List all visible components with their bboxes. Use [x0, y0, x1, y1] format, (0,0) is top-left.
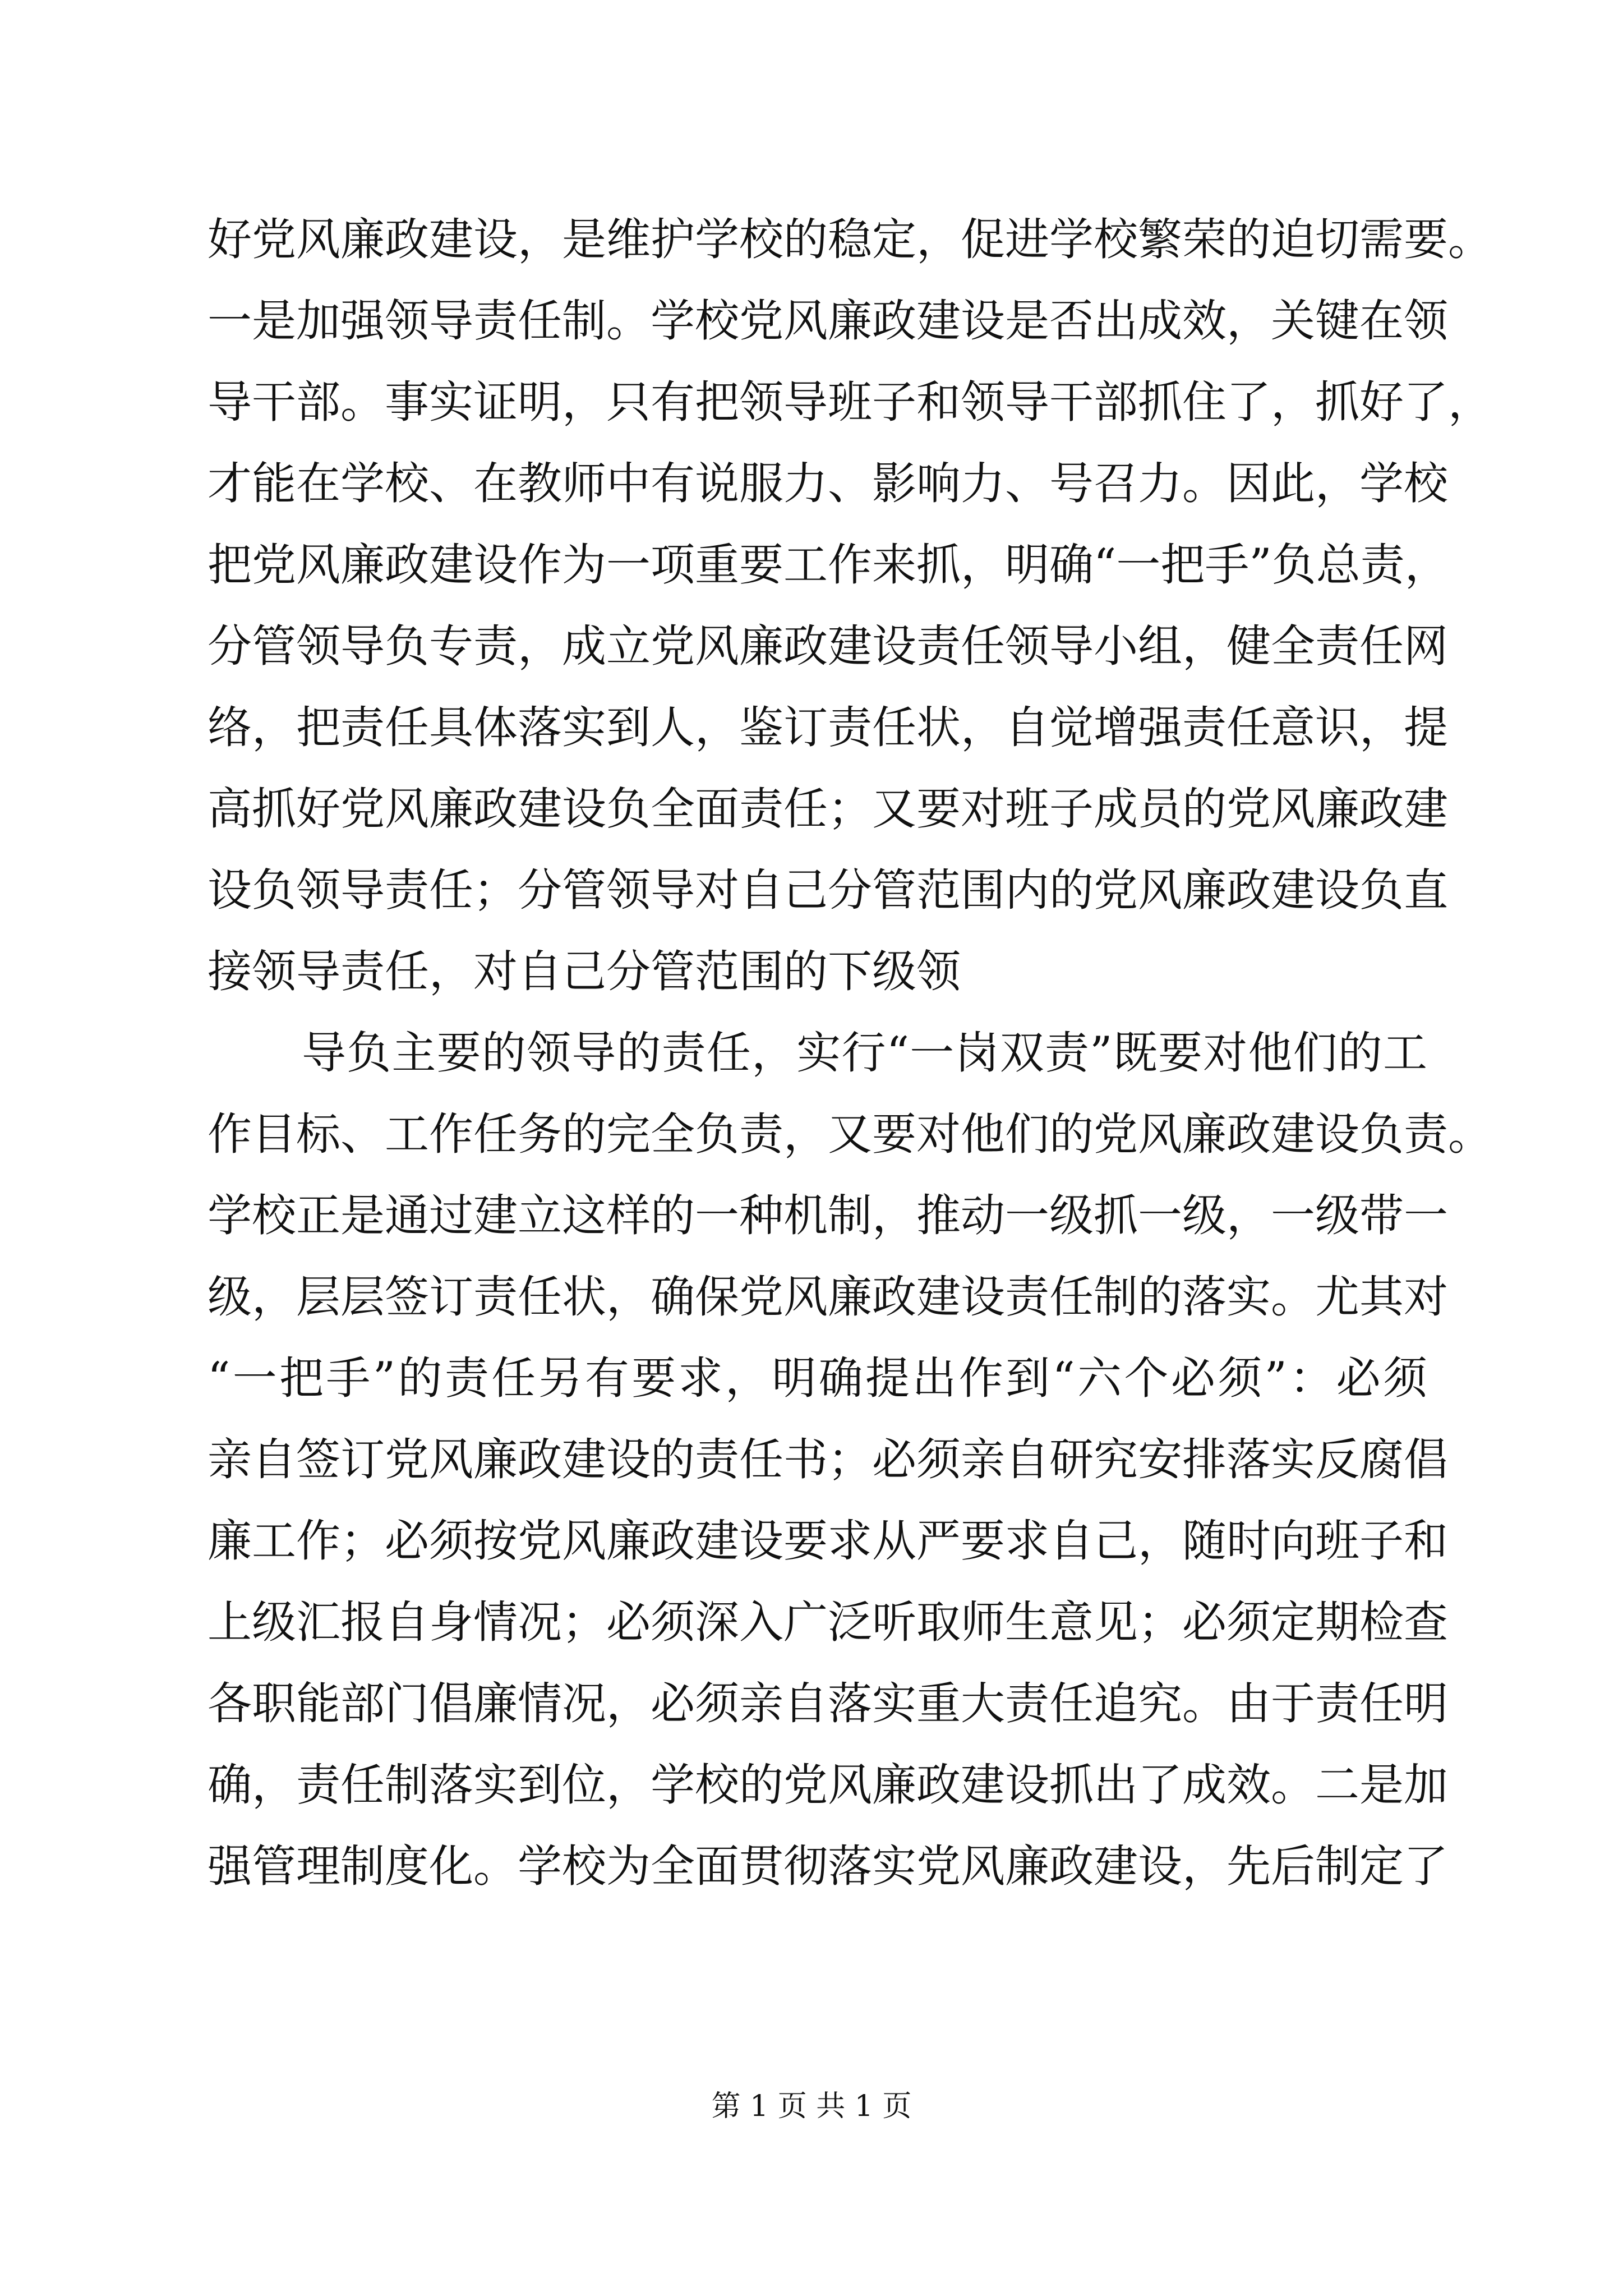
text-line: 好党风廉政建设，是维护学校的稳定，促进学校繁荣的迫切需要。 [208, 214, 1492, 265]
text-line: 学校正是通过建立这样的一种机制，推动一级抓一级，一级带一 [208, 1190, 1448, 1241]
paragraph [208, 1013, 1492, 1907]
text-line: 设负领导责任；分管领导对自己分管范围内的党风廉政建设负直 [208, 864, 1448, 916]
text-line: 接领导责任，对自己分管范围的下级领 [208, 946, 961, 997]
paragraph [208, 199, 1492, 1013]
text-line: 亲自签订党风廉政建设的责任书；必须亲自研究安排落实反腐倡 [208, 1434, 1448, 1485]
text-line: 作目标、工作任务的完全负责，又要对他们的党风廉政建设负责。 [208, 1108, 1492, 1160]
text-line: 分管领导负专责，成立党风廉政建设责任领导小组，健全责任网 [208, 620, 1448, 672]
document-body [208, 199, 1492, 1907]
text-line: 廉工作；必须按党风廉政建设要求从严要求自己，随时向班子和 [208, 1515, 1448, 1567]
text-line: 确，责任制落实到位，学校的党风廉政建设抓出了成效。二是加 [208, 1759, 1448, 1811]
text-line: 上级汇报自身情况；必须深入广泛听取师生意见；必须定期检查 [208, 1596, 1448, 1648]
page-footer: 第 1 页 共 1 页 [711, 2090, 912, 2123]
text-line: 导干部。事实证明，只有把领导班子和领导干部抓住了，抓好了， [208, 376, 1492, 428]
text-line: 各职能部门倡廉情况，必须亲自落实重大责任追究。由于责任明 [208, 1678, 1448, 1729]
text-line: 把党风廉政建设作为一项重要工作来抓，明确“一把手”负总责， [208, 539, 1449, 591]
text-line: 强管理制度化。学校为全面贯彻落实党风廉政建设，先后制定了 [208, 1841, 1448, 1892]
text-line: 络，把责任具体落实到人，鉴订责任状，自觉增强责任意识，提 [208, 702, 1448, 753]
text-line: 高抓好党风廉政建设负全面责任；又要对班子成员的党风廉政建 [208, 783, 1448, 835]
text-line: 一是加强领导责任制。学校党风廉政建设是否出成效，关键在领 [208, 295, 1448, 347]
text-line: 导负主要的领导的责任，实行“一岗双责”既要对他们的工 [302, 1027, 1427, 1079]
text-line: “一把手”的责任另有要求，明确提出作到“六个必须”：必须 [208, 1352, 1427, 1404]
text-line: 级，层层签订责任状，确保党风廉政建设责任制的落实。尤其对 [208, 1271, 1448, 1323]
text-line: 才能在学校、在教师中有说服力、影响力、号召力。因此，学校 [208, 458, 1448, 509]
